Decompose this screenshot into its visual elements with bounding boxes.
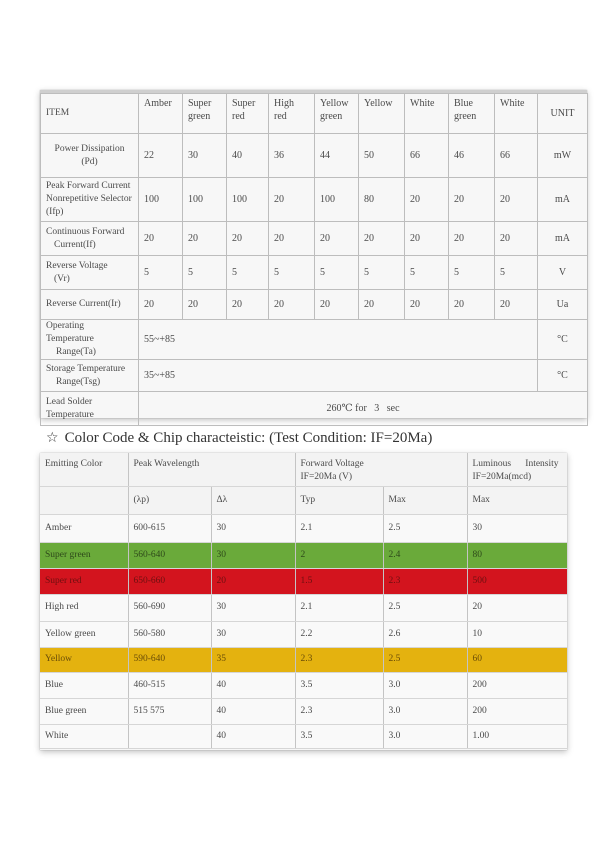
color-name: Blue xyxy=(40,672,128,698)
row-label xyxy=(41,256,139,290)
color-header-line1: Blue xyxy=(454,98,473,109)
cell: 100 xyxy=(227,178,269,222)
color-table-header-row xyxy=(40,453,567,486)
subheader-cell xyxy=(40,486,128,514)
cell: 30 xyxy=(183,134,227,178)
color-row xyxy=(40,542,567,568)
cell: 2.5 xyxy=(383,594,467,621)
color-name: Amber xyxy=(40,514,128,542)
color-row xyxy=(40,724,567,748)
color-header-white xyxy=(405,94,449,134)
row-label-line: Reverse Voltage xyxy=(46,260,108,271)
cell: 20 xyxy=(139,290,183,320)
cell: 35 xyxy=(211,647,295,672)
cell: 460-515 xyxy=(128,672,211,698)
cell: 650-660 xyxy=(128,568,211,594)
subheader-cell: Δλ xyxy=(211,486,295,514)
cell: 2.3 xyxy=(295,647,383,672)
cell: 20 xyxy=(211,568,295,594)
unit-cell: mA xyxy=(538,178,588,222)
row-label xyxy=(41,134,139,178)
section-title-text: Color Code & Chip characteistic: (Test Condition: IF=20Ma) xyxy=(64,430,433,446)
cell: 20 xyxy=(495,178,538,222)
star-icon: ☆ xyxy=(46,430,59,446)
cell: 20 xyxy=(449,222,495,256)
color-header-line1: High xyxy=(274,98,294,109)
cell: 10 xyxy=(467,621,567,647)
color-row xyxy=(40,514,567,542)
cell: 2.3 xyxy=(295,698,383,724)
ratings-row xyxy=(41,222,588,256)
row-label-line: Power Dissipation xyxy=(54,143,125,154)
cell: 5 xyxy=(405,256,449,290)
cell: 5 xyxy=(359,256,405,290)
unit-cell: °C xyxy=(538,320,588,360)
color-name: Super red xyxy=(40,568,128,594)
row-label xyxy=(41,392,139,426)
cell: 66 xyxy=(405,134,449,178)
cell: 30 xyxy=(211,514,295,542)
peak-wavelength-header: Peak Wavelength xyxy=(128,453,295,486)
cell: 560-640 xyxy=(128,542,211,568)
color-header-line1: White xyxy=(500,98,525,109)
cell: 40 xyxy=(211,698,295,724)
ratings-card xyxy=(40,90,587,418)
unit-cell: mA xyxy=(538,222,588,256)
color-header-line1: Super xyxy=(232,98,256,109)
color-header-amber xyxy=(139,94,183,134)
color-name: Yellow green xyxy=(40,621,128,647)
cell: 20 xyxy=(227,222,269,256)
cell: 5 xyxy=(495,256,538,290)
cell: 30 xyxy=(211,594,295,621)
cell: 30 xyxy=(211,542,295,568)
cell: 20 xyxy=(495,290,538,320)
subheader-cell: (λp) xyxy=(128,486,211,514)
cell: 2.3 xyxy=(383,568,467,594)
row-label-line: Temperature xyxy=(46,409,94,420)
cell: 20 xyxy=(467,594,567,621)
cell: 20 xyxy=(405,222,449,256)
row-label-line: Range(Ta) xyxy=(56,347,96,357)
subheader-cell: Typ xyxy=(295,486,383,514)
solder-cell: 260℃ for 3 sec xyxy=(139,392,588,426)
cell: 100 xyxy=(315,178,359,222)
cell: 2.2 xyxy=(295,621,383,647)
emitting-color-header: Emitting Color xyxy=(40,453,128,486)
color-header-super-green xyxy=(183,94,227,134)
color-row xyxy=(40,672,567,698)
ratings-header-row xyxy=(41,94,588,134)
cell: 36 xyxy=(269,134,315,178)
row-label xyxy=(41,178,139,222)
cell: 5 xyxy=(227,256,269,290)
cell: 20 xyxy=(449,290,495,320)
row-label xyxy=(41,360,139,392)
color-header-line2: green xyxy=(188,111,211,122)
span-cell: 35~+85 xyxy=(139,360,538,392)
color-header-line1: Yellow xyxy=(320,98,349,109)
cell: 3.5 xyxy=(295,672,383,698)
unit-cell: mW xyxy=(538,134,588,178)
cell: 20 xyxy=(359,290,405,320)
cell: 3.0 xyxy=(383,698,467,724)
luminous-intensity-header xyxy=(467,453,567,486)
cell: 5 xyxy=(139,256,183,290)
cell: 40 xyxy=(211,672,295,698)
color-name: Yellow xyxy=(40,647,128,672)
cell: 46 xyxy=(449,134,495,178)
cell: 515 575 xyxy=(128,698,211,724)
cell: 20 xyxy=(269,178,315,222)
cell: 80 xyxy=(359,178,405,222)
row-label: Reverse Current(Ir) xyxy=(41,290,139,320)
section-title xyxy=(46,430,432,447)
cell: 2.5 xyxy=(383,647,467,672)
ratings-table xyxy=(40,93,588,426)
cell: 5 xyxy=(315,256,359,290)
row-label-line: Peak Forward Current xyxy=(46,181,131,191)
cell: 100 xyxy=(139,178,183,222)
cell: 2.5 xyxy=(383,514,467,542)
cell: 200 xyxy=(467,698,567,724)
cell: 3.5 xyxy=(295,724,383,748)
forward-voltage-header xyxy=(295,453,467,486)
row-label-line: (Ifp) xyxy=(46,207,64,217)
row-label xyxy=(41,222,139,256)
unit-header: UNIT xyxy=(538,94,588,134)
subheader-cell: Max xyxy=(383,486,467,514)
color-header-line2: red xyxy=(232,111,245,122)
color-row xyxy=(40,568,567,594)
row-label-line: Current(If) xyxy=(54,239,96,250)
ratings-row xyxy=(41,178,588,222)
color-name: Super green xyxy=(40,542,128,568)
color-header-yellow xyxy=(359,94,405,134)
cell: 2.1 xyxy=(295,594,383,621)
cell: 2.6 xyxy=(383,621,467,647)
color-code-table xyxy=(40,453,567,749)
cell: 80 xyxy=(467,542,567,568)
unit-cell: V xyxy=(538,256,588,290)
color-header-line1: White xyxy=(410,98,435,109)
cell: 1.5 xyxy=(295,568,383,594)
color-row xyxy=(40,621,567,647)
cell: 20 xyxy=(315,222,359,256)
cell: 40 xyxy=(227,134,269,178)
header-line: Forward Voltage xyxy=(300,459,364,469)
cell: 40 xyxy=(211,724,295,748)
color-row xyxy=(40,647,567,672)
cell: 200 xyxy=(467,672,567,698)
cell: 44 xyxy=(315,134,359,178)
header-line: IF=20Ma (V) xyxy=(300,472,353,482)
row-label-line: (Pd) xyxy=(81,156,98,167)
cell: 2 xyxy=(295,542,383,568)
color-header-white-2 xyxy=(495,94,538,134)
color-header-super-red xyxy=(227,94,269,134)
cell: 600-615 xyxy=(128,514,211,542)
color-name: Blue green xyxy=(40,698,128,724)
cell: 560-690 xyxy=(128,594,211,621)
subheader-cell: Max xyxy=(467,486,567,514)
cell: 3.0 xyxy=(383,672,467,698)
color-header-high-red xyxy=(269,94,315,134)
ratings-row xyxy=(41,360,588,392)
color-row xyxy=(40,594,567,621)
row-label-line: Range(Tsg) xyxy=(56,376,101,387)
cell: 5 xyxy=(183,256,227,290)
cell: 1.00 xyxy=(467,724,567,748)
color-header-line1: Yellow xyxy=(364,98,393,109)
ratings-row xyxy=(41,320,588,360)
color-header-line2: green xyxy=(454,111,477,122)
cell: 30 xyxy=(211,621,295,647)
row-label-line: Continuous Forward xyxy=(46,226,125,237)
cell: 20 xyxy=(315,290,359,320)
cell: 20 xyxy=(449,178,495,222)
cell xyxy=(128,724,211,748)
item-header: ITEM xyxy=(41,94,139,134)
cell: 2.4 xyxy=(383,542,467,568)
cell: 20 xyxy=(139,222,183,256)
row-label-line: (Vr) xyxy=(54,273,70,284)
color-header-blue-green xyxy=(449,94,495,134)
cell: 20 xyxy=(405,178,449,222)
cell: 20 xyxy=(495,222,538,256)
cell: 30 xyxy=(467,514,567,542)
color-header-line1: Amber xyxy=(144,98,172,109)
color-header-line2: green xyxy=(320,111,343,122)
cell: 66 xyxy=(495,134,538,178)
unit-cell: Ua xyxy=(538,290,588,320)
cell: 500 xyxy=(467,568,567,594)
row-label xyxy=(41,320,139,360)
cell: 20 xyxy=(183,222,227,256)
color-header-yellow-green xyxy=(315,94,359,134)
unit-cell: °C xyxy=(538,360,588,392)
ratings-row xyxy=(41,256,588,290)
header-line: IF=20Ma(mcd) xyxy=(472,472,532,482)
color-row xyxy=(40,698,567,724)
cell: 20 xyxy=(183,290,227,320)
cell: 20 xyxy=(227,290,269,320)
color-name: High red xyxy=(40,594,128,621)
cell: 100 xyxy=(183,178,227,222)
cell: 20 xyxy=(405,290,449,320)
cell: 20 xyxy=(269,290,315,320)
cell: 20 xyxy=(359,222,405,256)
cell: 50 xyxy=(359,134,405,178)
ratings-row xyxy=(41,290,588,320)
color-table-subheader-row xyxy=(40,486,567,514)
cell: 2.1 xyxy=(295,514,383,542)
color-header-line2: red xyxy=(274,111,287,122)
color-header-line1: Super xyxy=(188,98,212,109)
color-code-card xyxy=(40,453,567,750)
cell: 5 xyxy=(449,256,495,290)
row-label-line: Operating Temperature xyxy=(46,321,94,344)
cell: 590-640 xyxy=(128,647,211,672)
cell: 5 xyxy=(269,256,315,290)
row-label-line: Lead Solder xyxy=(46,396,93,407)
ratings-row xyxy=(41,134,588,178)
cell: 22 xyxy=(139,134,183,178)
span-cell: 55~+85 xyxy=(139,320,538,360)
cell: 20 xyxy=(269,222,315,256)
ratings-row xyxy=(41,392,588,426)
cell: 60 xyxy=(467,647,567,672)
header-line: Luminous Intensity xyxy=(472,459,559,469)
row-label-line: Nonrepetitive Selector xyxy=(46,194,132,204)
color-name: White xyxy=(40,724,128,748)
row-label-line: Storage Temperature xyxy=(46,363,126,374)
cell: 3.0 xyxy=(383,724,467,748)
cell: 560-580 xyxy=(128,621,211,647)
